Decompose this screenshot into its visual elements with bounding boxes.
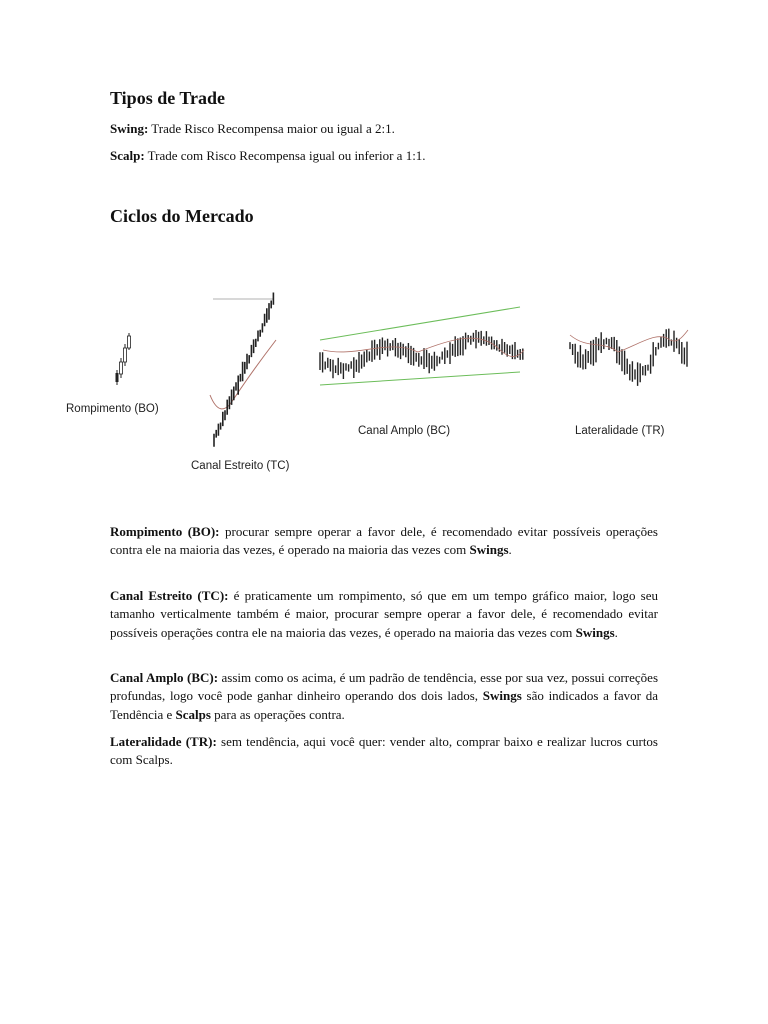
label-lateralidade: Lateralidade (TR): — [110, 734, 217, 749]
market-cycles-diagram — [58, 240, 712, 485]
candles-lateral-range — [570, 329, 688, 386]
scalp-line — [110, 147, 426, 165]
caption-canal-estreito: Canal Estreito (TC) — [191, 460, 290, 472]
caption-canal-amplo: Canal Amplo (BC) — [358, 425, 451, 437]
label-rompimento: Rompimento (BO): — [110, 524, 220, 539]
label-canal-amplo: Canal Amplo (BC): — [110, 670, 219, 685]
paragraph-lateralidade: Lateralidade (TR): sem tendência, aqui você quer: vender alto, comprar baixo e realizar lucros curtos com Scalps. — [110, 734, 658, 768]
candles-narrow-channel — [210, 293, 276, 447]
label-canal-estreito: Canal Estreito (TC): — [110, 588, 229, 603]
paragraph-canal-amplo: Canal Amplo (BC): assim como os acima, é um padrão de tendência, esse por sua vez, possui correções profundas, logo você pode ganhar dinheiro operando dos dois lados, Swings são indicados a favor da Tendência e Scalps para as operações contra. — [110, 670, 658, 722]
paragraph-rompimento: Rompimento (BO): procurar sempre operar a favor dele, é recomendado evitar possíveis operações contra ele na maioria das vezes, é operado na maioria das vezes com Swings. — [110, 524, 658, 558]
section-title-ciclos-do-mercado: Ciclos do Mercado — [110, 206, 254, 226]
paragraph-canal-estreito: Canal Estreito (TC): é praticamente um rompimento, só que em um tempo gráfico maior, logo seu tamanho verticalmente também é maior, procurar sempre operar a favor dele, é recomendado evitar possíveis operações contra ele na maioria das vezes, é operado na maioria das vezes com Swings. — [110, 588, 658, 640]
swing-label: Swing: — [110, 121, 149, 136]
swing-text: Trade Risco Recompensa maior ou igual a 2:1. — [148, 121, 395, 136]
caption-lateralidade: Lateralidade (TR) — [575, 425, 665, 437]
caption-rompimento: Rompimento (BO) — [66, 403, 159, 415]
candles-breakout — [116, 333, 131, 385]
section-title-tipos-de-trade: Tipos de Trade — [110, 88, 226, 108]
market-cycles-figure — [58, 240, 712, 485]
swing-line — [110, 120, 395, 138]
scalp-text: Trade com Risco Recompensa igual ou inferior a 1:1. — [144, 148, 426, 163]
scalp-label: Scalp: — [110, 148, 145, 163]
candles-broad-channel — [320, 307, 524, 385]
